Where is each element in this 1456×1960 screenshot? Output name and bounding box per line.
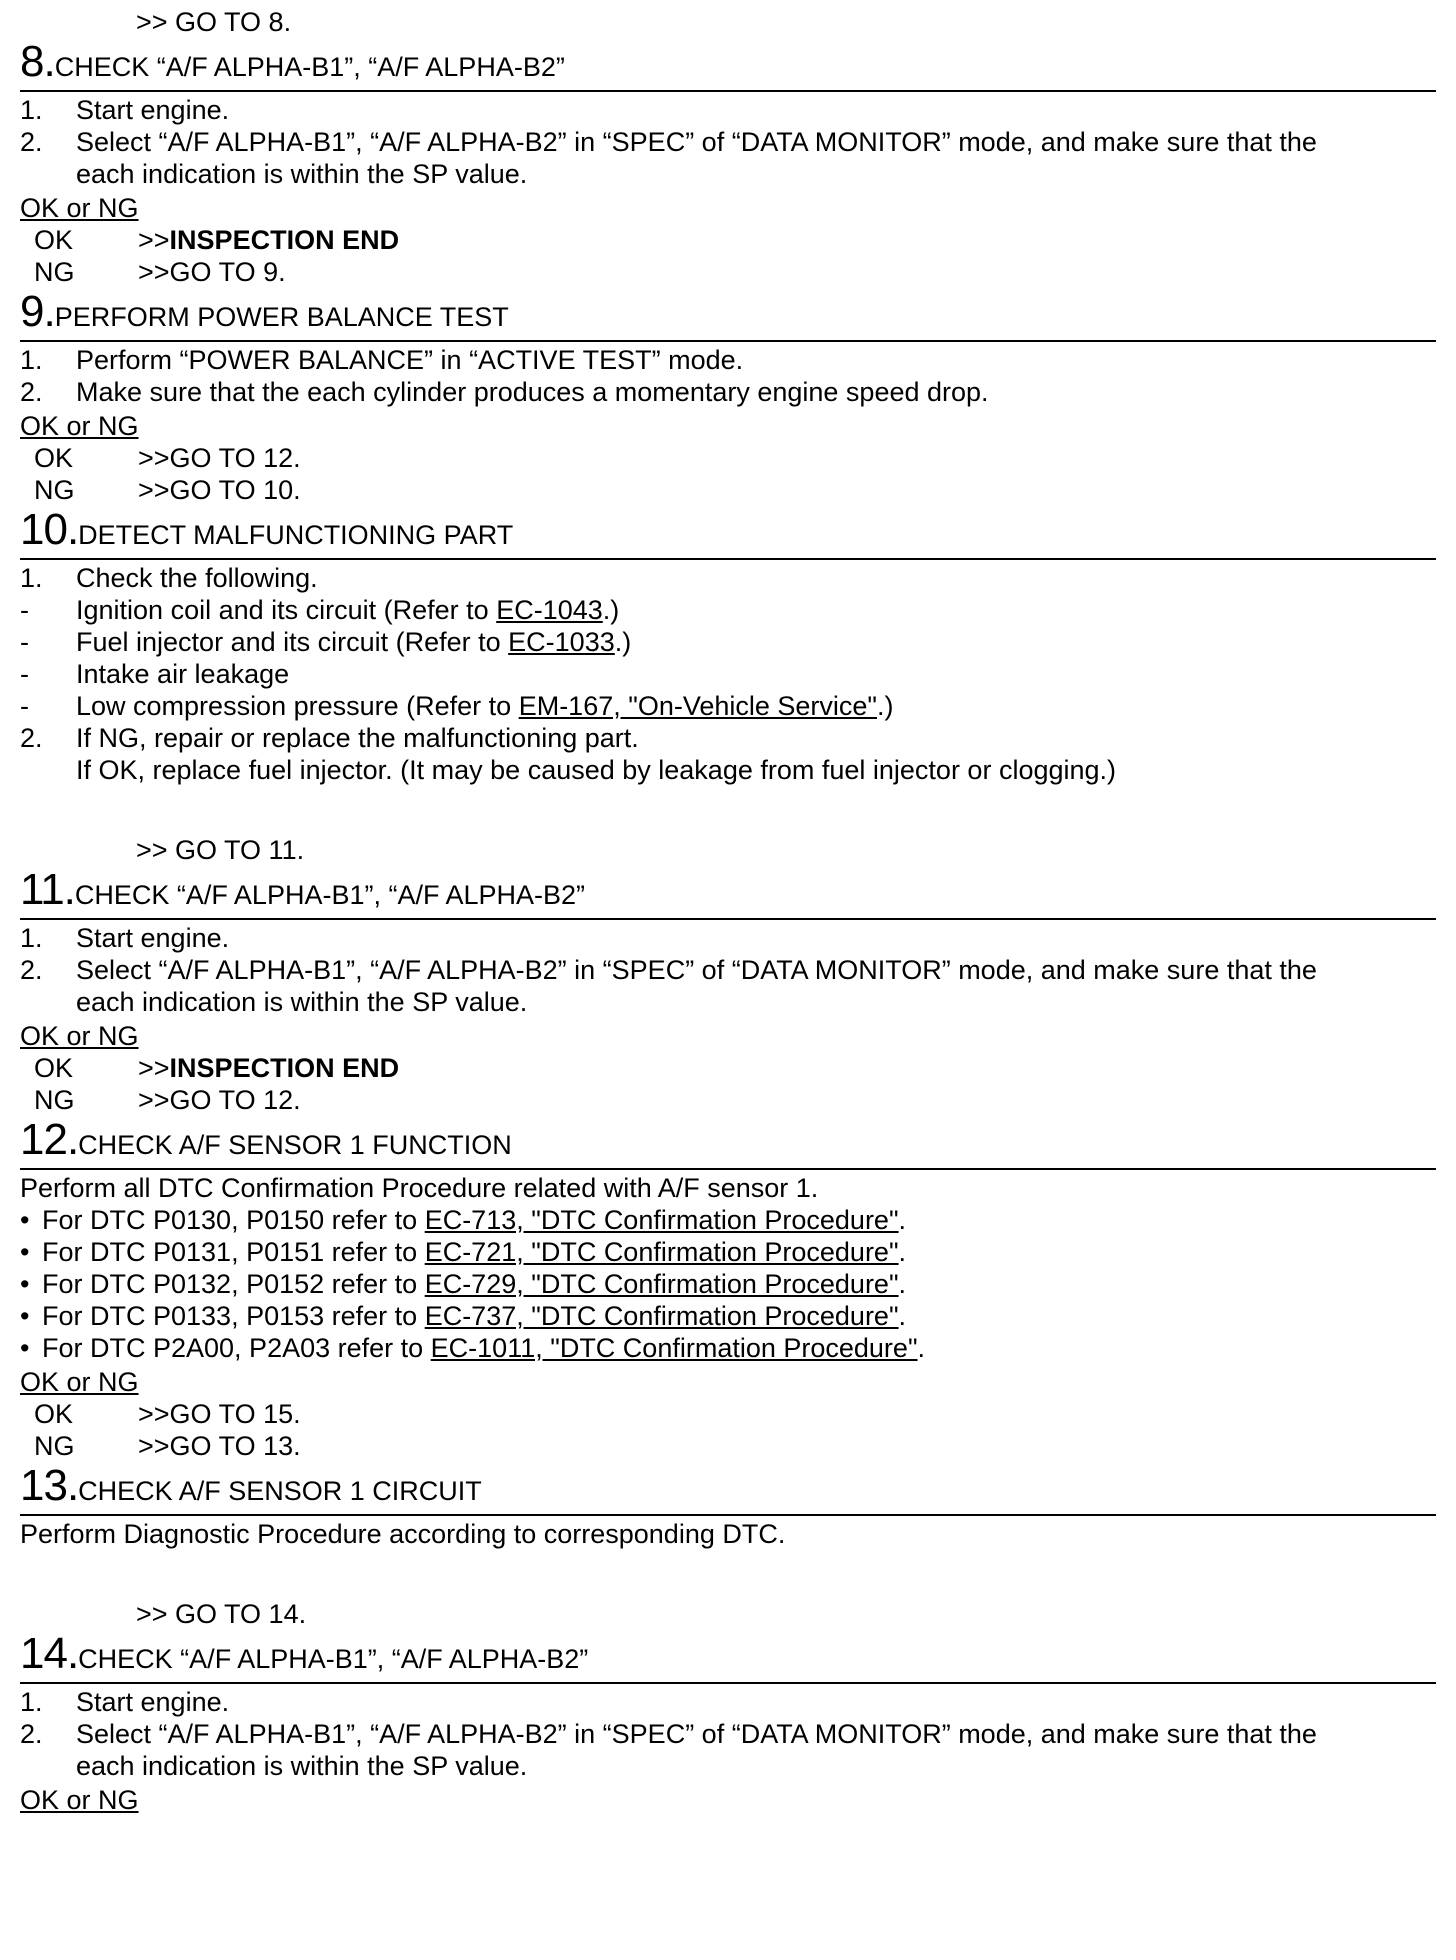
list-marker: - <box>20 659 29 689</box>
text-segment: Fuel injector and its circuit (Refer to <box>76 627 509 657</box>
text-segment: For DTC P0133, P0153 refer to <box>42 1301 425 1331</box>
list-item <box>20 922 1436 954</box>
result-row <box>20 442 1436 474</box>
list-item-continuation: each indication is within the SP value. <box>76 159 528 189</box>
result-key: OK <box>34 1053 74 1083</box>
text-segment: .) <box>877 691 894 721</box>
divider-rule <box>20 558 1436 560</box>
step-heading <box>20 1116 1436 1164</box>
bullet-dot: • <box>20 1205 30 1235</box>
result-arrow: >> <box>138 1431 170 1461</box>
result-arrow: >> <box>138 443 170 473</box>
step-heading <box>20 38 1436 86</box>
reference-link[interactable]: EC-1043 <box>496 595 603 625</box>
spacer <box>20 786 1436 834</box>
ok-or-ng-label: OK or NG <box>20 193 139 223</box>
result-row <box>20 1430 1436 1462</box>
text-segment: For DTC P0131, P0151 refer to <box>42 1237 425 1267</box>
step-heading <box>20 866 1436 914</box>
text-segment: Ignition coil and its circuit (Refer to <box>76 595 497 625</box>
text-segment: .) <box>614 627 632 657</box>
divider-rule <box>20 918 1436 920</box>
step-number: 13. <box>20 1461 79 1510</box>
bullet-text <box>42 1236 906 1268</box>
list-item-text: Select “A/F ALPHA-B1”, “A/F ALPHA-B2” in “SPEC” of “DATA MONITOR” mode, and make sure that the <box>76 955 1317 985</box>
result-row <box>20 256 1436 288</box>
result-key: NG <box>34 257 75 287</box>
text-segment: For DTC P0132, P0152 refer to <box>42 1269 425 1299</box>
step-heading <box>20 1630 1436 1678</box>
step-number: 12. <box>20 1115 79 1164</box>
reference-link[interactable]: EC-737, "DTC Confirmation Procedure" <box>424 1301 899 1331</box>
text-segment: . <box>898 1269 907 1299</box>
list-marker: 1. <box>20 1687 43 1717</box>
result-action: GO TO 13. <box>169 1431 301 1461</box>
step-number: 9. <box>20 287 55 336</box>
result-action: GO TO 12. <box>169 1085 301 1115</box>
list-item-text: Start engine. <box>76 923 230 953</box>
step-section <box>20 1462 1436 1630</box>
divider-rule <box>20 1682 1436 1684</box>
bullet-dot: • <box>20 1301 30 1331</box>
divider-rule <box>20 340 1436 342</box>
list-marker: - <box>20 627 29 657</box>
step-section <box>20 866 1436 1116</box>
bullet-item <box>20 1332 1436 1364</box>
text-segment: Low compression pressure (Refer to <box>76 691 519 721</box>
step-section <box>20 1630 1436 1816</box>
reference-link[interactable]: EM-167, "On-Vehicle Service" <box>518 691 878 721</box>
bullet-text <box>42 1268 906 1300</box>
list-item-text: Perform “POWER BALANCE” in “ACTIVE TEST” mode. <box>76 345 744 375</box>
list-item-text <box>76 626 631 658</box>
step-number: 11. <box>20 865 75 914</box>
reference-link[interactable]: EC-729, "DTC Confirmation Procedure" <box>424 1269 899 1299</box>
ok-or-ng-label: OK or NG <box>20 1785 139 1815</box>
result-action: GO TO 12. <box>169 443 301 473</box>
result-key: NG <box>34 475 75 505</box>
step-heading <box>20 1462 1436 1510</box>
reference-link[interactable]: EC-1011, "DTC Confirmation Procedure" <box>430 1333 918 1363</box>
list-marker: 2. <box>20 377 43 407</box>
step-title-text: PERFORM POWER BALANCE TEST <box>54 302 509 332</box>
divider-rule <box>20 90 1436 92</box>
list-item-text: Select “A/F ALPHA-B1”, “A/F ALPHA-B2” in “SPEC” of “DATA MONITOR” mode, and make sure that the <box>76 127 1317 157</box>
step-title-text: CHECK “A/F ALPHA-B1”, “A/F ALPHA-B2” <box>74 880 586 910</box>
step-heading <box>20 288 1436 336</box>
reference-link[interactable]: EC-721, "DTC Confirmation Procedure" <box>424 1237 899 1267</box>
text-segment: For DTC P0130, P0150 refer to <box>42 1205 425 1235</box>
step-title-text: CHECK “A/F ALPHA-B1”, “A/F ALPHA-B2” <box>54 52 565 82</box>
list-item-text: Check the following. <box>76 563 318 593</box>
text-segment: . <box>898 1237 907 1267</box>
ok-or-ng-label: OK or NG <box>20 1021 139 1051</box>
list-item <box>20 1718 1436 1750</box>
list-marker: 2. <box>20 723 43 753</box>
list-item <box>20 1686 1436 1718</box>
goto-line: >> GO TO 11. <box>136 835 305 865</box>
result-arrow: >> <box>138 475 170 505</box>
list-marker: 2. <box>20 1719 43 1749</box>
step-section <box>20 506 1436 866</box>
list-item-text: If NG, repair or replace the malfunctioning part. <box>76 723 639 753</box>
divider-rule <box>20 1168 1436 1170</box>
step-section <box>20 1116 1436 1462</box>
list-item <box>20 376 1436 408</box>
list-item-text: Start engine. <box>76 1687 230 1717</box>
list-item <box>20 94 1436 126</box>
step-section <box>20 288 1436 506</box>
list-item-text: Make sure that the each cylinder produces a momentary engine speed drop. <box>76 377 989 407</box>
text-segment: .) <box>602 595 620 625</box>
result-row <box>20 1052 1436 1084</box>
result-key: OK <box>34 225 74 255</box>
text-segment: For DTC P2A00, P2A03 refer to <box>42 1333 431 1363</box>
bullet-dot: • <box>20 1269 30 1299</box>
step-number: 8. <box>20 37 55 86</box>
list-item-text <box>76 690 894 722</box>
list-item <box>20 626 1436 658</box>
bullet-text <box>42 1300 906 1332</box>
goto-line: >> GO TO 14. <box>136 1599 307 1629</box>
reference-link[interactable]: EC-713, "DTC Confirmation Procedure" <box>424 1205 899 1235</box>
bullet-text <box>42 1204 906 1236</box>
divider-rule <box>20 1514 1436 1516</box>
step-title-text: CHECK “A/F ALPHA-B1”, “A/F ALPHA-B2” <box>78 1644 589 1674</box>
result-action: GO TO 15. <box>169 1399 301 1429</box>
result-row <box>20 474 1436 506</box>
step-title-text: DETECT MALFUNCTIONING PART <box>78 520 514 550</box>
list-marker: - <box>20 691 29 721</box>
list-item-text: Intake air leakage <box>76 659 290 689</box>
result-key: OK <box>34 443 74 473</box>
list-marker: 1. <box>20 923 43 953</box>
result-arrow: >> <box>138 257 170 287</box>
text-segment: . <box>917 1333 926 1363</box>
list-item-text <box>76 594 619 626</box>
list-item <box>20 722 1436 754</box>
step-number: 14. <box>20 1629 79 1678</box>
list-marker: 1. <box>20 563 43 593</box>
result-arrow: >> <box>138 225 170 255</box>
list-marker: 1. <box>20 95 43 125</box>
intro-text: Perform all DTC Confirmation Procedure related with A/F sensor 1. <box>20 1173 819 1203</box>
list-item <box>20 954 1436 986</box>
bullet-dot: • <box>20 1333 30 1363</box>
reference-link[interactable]: EC-1033 <box>508 627 615 657</box>
list-marker: - <box>20 595 29 625</box>
spacer <box>20 1550 1436 1598</box>
bullet-item <box>20 1300 1436 1332</box>
list-item <box>20 562 1436 594</box>
bullet-dot: • <box>20 1237 30 1267</box>
text-segment: . <box>898 1205 907 1235</box>
list-marker: 1. <box>20 345 43 375</box>
list-item <box>20 594 1436 626</box>
bullet-item <box>20 1204 1436 1236</box>
result-key: OK <box>34 1399 74 1429</box>
result-row <box>20 1398 1436 1430</box>
list-item-continuation: each indication is within the SP value. <box>76 987 528 1017</box>
bullet-item <box>20 1268 1436 1300</box>
result-key: NG <box>34 1085 75 1115</box>
ok-or-ng-label: OK or NG <box>20 411 139 441</box>
step-heading <box>20 506 1436 554</box>
result-row <box>20 224 1436 256</box>
result-arrow: >> <box>138 1399 170 1429</box>
steps-container <box>20 38 1436 1816</box>
step-section <box>20 38 1436 288</box>
intro-text: Perform Diagnostic Procedure according to corresponding DTC. <box>20 1519 786 1549</box>
step-title-text: CHECK A/F SENSOR 1 FUNCTION <box>78 1130 512 1160</box>
result-key: NG <box>34 1431 75 1461</box>
bullet-text <box>42 1332 925 1364</box>
list-marker: 2. <box>20 127 43 157</box>
bullet-item <box>20 1236 1436 1268</box>
text-segment: . <box>898 1301 907 1331</box>
result-action: INSPECTION END <box>169 225 400 255</box>
result-action: GO TO 10. <box>169 475 301 505</box>
list-item-continuation: If OK, replace fuel injector. (It may be caused by leakage from fuel injector or clogging.) <box>76 755 1117 785</box>
goto-line: >> GO TO 8. <box>136 7 292 37</box>
step-number: 10. <box>20 505 79 554</box>
ok-or-ng-label: OK or NG <box>20 1367 139 1397</box>
step-title-text: CHECK A/F SENSOR 1 CIRCUIT <box>78 1476 482 1506</box>
list-marker: 2. <box>20 955 43 985</box>
result-action: GO TO 9. <box>169 257 286 287</box>
list-item <box>20 344 1436 376</box>
result-arrow: >> <box>138 1053 170 1083</box>
list-item-text: Select “A/F ALPHA-B1”, “A/F ALPHA-B2” in “SPEC” of “DATA MONITOR” mode, and make sure that the <box>76 1719 1317 1749</box>
document-page <box>20 6 1436 1816</box>
list-item <box>20 658 1436 690</box>
list-item-text: Start engine. <box>76 95 230 125</box>
list-item <box>20 690 1436 722</box>
result-arrow: >> <box>138 1085 170 1115</box>
result-row <box>20 1084 1436 1116</box>
result-action: INSPECTION END <box>169 1053 400 1083</box>
list-item <box>20 126 1436 158</box>
list-item-continuation: each indication is within the SP value. <box>76 1751 528 1781</box>
